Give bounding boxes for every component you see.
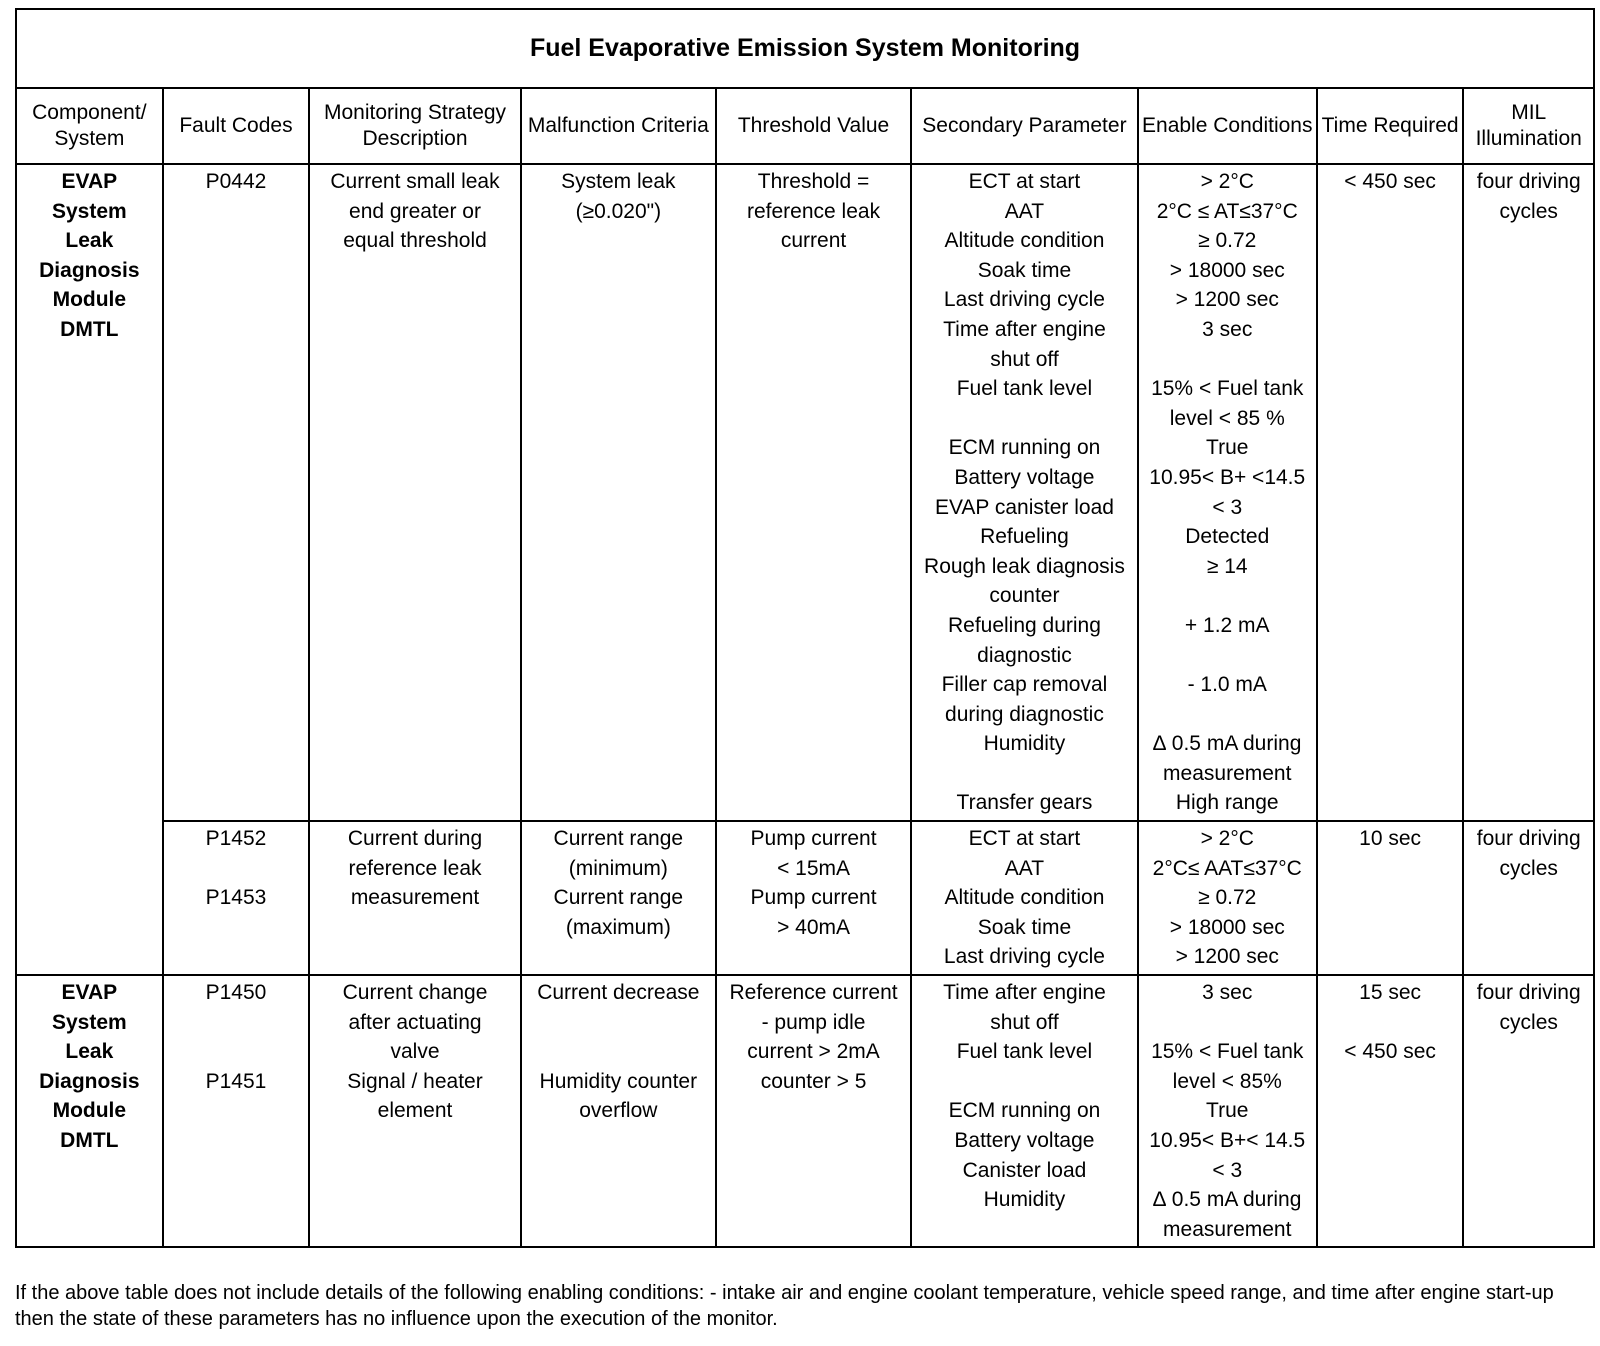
header-strategy: Monitoring Strategy Description (309, 88, 520, 164)
cell-line: Module (52, 1099, 127, 1123)
cell-line: System leak (561, 170, 676, 193)
cell-line: Humidity counter (539, 1069, 698, 1093)
cell-line: Last driving cycle (943, 288, 1105, 312)
title-row (16, 9, 1594, 88)
cell-enable (1138, 975, 1317, 1247)
cell-line: four driving (1476, 170, 1581, 193)
cell-line: counter > 5 (760, 1069, 867, 1093)
cell-line: > 18000 sec (1169, 258, 1285, 282)
cell-line: 2°C≤ AAT≤37°C (1152, 856, 1302, 880)
cell-threshold (716, 164, 911, 821)
cell-line: element (377, 1099, 453, 1123)
cell-line: counter (989, 584, 1060, 608)
cell-line: Soak time (977, 258, 1072, 282)
footnote: If the above table does not include details of the following enabling conditions: - intake air and engine coolant temperature, vehicle speed range, and time after engine start-up then the state of these parameters has no influence upon the execution of the monitor. (15, 1282, 1554, 1330)
cell-line: Current range (553, 886, 684, 910)
line-spacer (1140, 641, 1315, 671)
header-mil: MIL Illumination (1463, 88, 1594, 164)
cell-line: Refueling during (947, 613, 1101, 637)
table-row (16, 164, 1594, 821)
cell-line: cycles (1499, 1010, 1558, 1034)
cell-line: Battery voltage (954, 1129, 1095, 1152)
cell-line: AAT (1004, 856, 1045, 880)
header-secondary: Secondary Parameter (911, 88, 1138, 164)
cell-line: four driving (1476, 827, 1581, 851)
cell-line: current > 2mA (747, 1040, 880, 1064)
cell-line: + 1.2 mA (1184, 613, 1270, 637)
cell-line: Altitude condition (944, 229, 1105, 253)
cell-line: > 40mA (777, 915, 851, 939)
document-frame (15, 8, 1595, 1248)
cell-line: reference leak (348, 856, 482, 880)
cell-line: Fuel tank level (956, 1040, 1093, 1064)
cell-line: valve (390, 1040, 440, 1064)
cell-fault-codes (163, 975, 310, 1247)
cell-line: DMTL (60, 317, 119, 341)
cell-line: Last driving cycle (943, 945, 1105, 969)
cell-line: - 1.0 mA (1187, 673, 1267, 697)
header-fault-codes: Fault Codes (163, 88, 310, 164)
cell-line: measurement (350, 886, 480, 910)
cell-line: Diagnosis (39, 1069, 140, 1093)
table-title: Fuel Evaporative Emission System Monitoring (16, 9, 1594, 88)
cell-line: Current decrease (537, 981, 700, 1005)
cell-line: Transfer gears (956, 791, 1093, 815)
cell-line: DMTL (60, 1129, 119, 1152)
cell-line: Detected (1185, 525, 1270, 549)
cell-enable (1138, 164, 1317, 821)
cell-enable (1138, 821, 1317, 975)
cell-line: overflow (579, 1099, 658, 1123)
line-spacer (1140, 1008, 1315, 1038)
cell-line: > 2°C (1200, 827, 1254, 851)
cell-line: ∆ 0.5 mA during (1153, 1188, 1302, 1212)
cell-time (1317, 975, 1464, 1247)
cell-line: Soak time (977, 915, 1072, 939)
cell-line: ∆ 0.5 mA during (1153, 732, 1302, 756)
cell-fault-codes (163, 164, 310, 821)
cell-line: - pump idle (761, 1010, 866, 1034)
cell-line: Humidity (983, 1188, 1066, 1212)
cell-strategy (309, 164, 520, 821)
cell-line: Module (52, 288, 127, 312)
cell-line: Current change (342, 981, 488, 1005)
cell-line: P0442 (205, 170, 267, 193)
cell-line: EVAP canister load (934, 495, 1114, 519)
cell-line: ≥ 14 (1206, 554, 1248, 578)
cell-line: Time after engine (943, 317, 1106, 341)
cell-line: Pump current (750, 827, 877, 851)
cell-line: Pump current (750, 886, 877, 910)
cell-line: Altitude condition (944, 886, 1105, 910)
header-threshold: Threshold Value (716, 88, 911, 164)
line-spacer (913, 759, 1136, 789)
cell-line: < 450 sec (1344, 1040, 1436, 1064)
cell-line: < 3 (1212, 1158, 1243, 1182)
cell-line: True (1206, 436, 1249, 460)
cell-line: Current during (347, 827, 483, 851)
cell-line: shut off (990, 1010, 1059, 1034)
cell-line: during diagnostic (945, 702, 1104, 726)
cell-line: AAT (1004, 199, 1045, 223)
cell-line: 10.95< B+< 14.5 (1149, 1129, 1306, 1152)
cell-line: 15% < Fuel tank (1151, 377, 1304, 401)
line-spacer (523, 1037, 714, 1067)
cell-line: P1450 (205, 981, 267, 1005)
table-row (16, 821, 1594, 975)
cell-component (16, 975, 163, 1247)
cell-line: System (51, 1010, 127, 1034)
header-component: Component/ System (16, 88, 163, 164)
cell-line: ≥ 0.72 (1198, 229, 1257, 253)
cell-line: measurement (1163, 1217, 1292, 1241)
cell-line: P1452 (205, 827, 267, 851)
line-spacer (913, 404, 1136, 434)
cell-secondary (911, 975, 1138, 1247)
cell-line: High range (1175, 791, 1279, 815)
cell-line: Leak (65, 229, 114, 253)
cell-malfunction (521, 975, 716, 1247)
cell-line: level < 85 % (1169, 406, 1285, 430)
line-spacer (1140, 345, 1315, 375)
cell-mil (1463, 821, 1594, 975)
cell-line: ECT at start (968, 170, 1081, 193)
cell-line: cycles (1499, 199, 1558, 223)
cell-line: True (1206, 1099, 1249, 1123)
cell-line: Signal / heater (347, 1069, 483, 1093)
cell-line: Rough leak diagnosis (924, 554, 1125, 578)
cell-line: 3 sec (1202, 317, 1253, 341)
cell-line: 10.95< B+ <14.5 (1149, 465, 1306, 489)
cell-line: shut off (990, 347, 1059, 371)
cell-line: Leak (65, 1040, 114, 1064)
cell-line: 15% < Fuel tank (1151, 1040, 1304, 1064)
cell-line: Refueling (980, 525, 1069, 549)
line-spacer (523, 1008, 714, 1038)
cell-line: diagnostic (977, 643, 1072, 667)
cell-line: < 450 sec (1344, 170, 1436, 193)
cell-line: cycles (1499, 856, 1558, 880)
cell-threshold (716, 975, 911, 1247)
cell-line: > 18000 sec (1169, 915, 1285, 939)
cell-mil (1463, 164, 1594, 821)
cell-line: > 1200 sec (1175, 945, 1279, 969)
cell-line: (≥0.020") (575, 199, 662, 223)
cell-line: P1451 (205, 1069, 267, 1093)
cell-line: Diagnosis (39, 258, 140, 282)
cell-line: (minimum) (568, 856, 668, 880)
cell-time (1317, 821, 1464, 975)
cell-line: ECM running on (948, 436, 1101, 460)
cell-line: measurement (1163, 761, 1292, 785)
cell-threshold (716, 821, 911, 975)
cell-strategy (309, 975, 520, 1247)
cell-strategy (309, 821, 520, 975)
cell-line: Canister load (962, 1158, 1087, 1182)
header-malfunction: Malfunction Criteria (521, 88, 716, 164)
cell-line: > 1200 sec (1175, 288, 1279, 312)
cell-line: < 15mA (777, 856, 851, 880)
cell-line: ECM running on (948, 1099, 1101, 1123)
cell-secondary (911, 821, 1138, 975)
cell-line: ECT at start (968, 827, 1081, 851)
cell-line: 15 sec (1359, 981, 1422, 1005)
cell-line: 10 sec (1359, 827, 1422, 851)
line-spacer (1319, 1008, 1462, 1038)
cell-line: 2°C ≤ AT≤37°C (1156, 199, 1298, 223)
cell-line: after actuating (348, 1010, 482, 1034)
cell-line: Reference current (729, 981, 898, 1005)
evap-monitoring-table (15, 8, 1595, 1248)
cell-line: System (51, 199, 127, 223)
cell-line: Current small leak (330, 170, 500, 193)
cell-line: (maximum) (565, 915, 671, 939)
cell-line: Humidity (983, 732, 1066, 756)
line-spacer (1140, 700, 1315, 730)
cell-component (16, 164, 163, 975)
cell-line: Time after engine (943, 981, 1106, 1005)
cell-malfunction (521, 164, 716, 821)
line-spacer (1140, 581, 1315, 611)
cell-line: current (780, 229, 847, 253)
cell-line: level < 85% (1172, 1069, 1282, 1093)
cell-line: reference leak (747, 199, 881, 223)
cell-line: < 3 (1212, 495, 1243, 519)
header-time: Time Required (1317, 88, 1464, 164)
cell-line: Filler cap removal (941, 673, 1108, 697)
table-row (16, 975, 1594, 1247)
cell-line: EVAP (61, 170, 118, 193)
cell-fault-codes (163, 821, 310, 975)
line-spacer (165, 1037, 308, 1067)
line-spacer (165, 1008, 308, 1038)
header-row (16, 88, 1594, 164)
cell-secondary (911, 164, 1138, 821)
line-spacer (165, 854, 308, 884)
cell-line: Fuel tank level (956, 377, 1093, 401)
cell-line: EVAP (61, 981, 118, 1005)
cell-malfunction (521, 821, 716, 975)
cell-line: ≥ 0.72 (1198, 886, 1257, 910)
cell-line: > 2°C (1200, 170, 1254, 193)
cell-mil (1463, 975, 1594, 1247)
cell-line: equal threshold (343, 229, 487, 253)
cell-line: four driving (1476, 981, 1581, 1005)
cell-line: 3 sec (1202, 981, 1253, 1005)
cell-time (1317, 164, 1464, 821)
cell-line: P1453 (205, 886, 267, 910)
cell-line: end greater or (349, 199, 481, 223)
cell-line: Battery voltage (954, 465, 1095, 489)
cell-line: Current range (553, 827, 684, 851)
cell-line: Threshold = (757, 170, 870, 193)
line-spacer (913, 1067, 1136, 1097)
header-enable: Enable Conditions (1138, 88, 1317, 164)
